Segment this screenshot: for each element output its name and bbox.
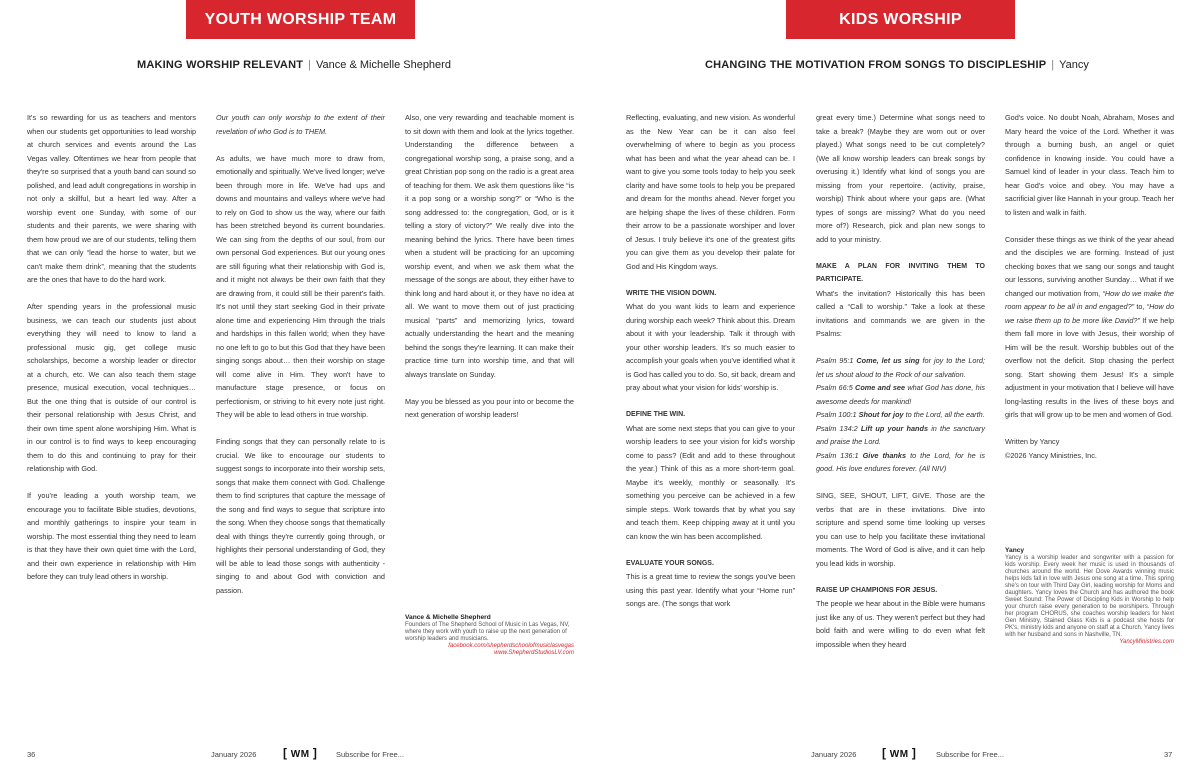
- psalm-verse: Psalm 66:5 Come and see what God has done, his awesome deeds for mankind!: [816, 383, 985, 406]
- paragraph: What do you want kids to learn and experience during worship each week? Think about this. Dream about it with your leadership. Talk it through with your other worship leaders. It's so much easier to accomplish your goals when you've identified what it is God has called you to do. So, sit back, dream and pray about what your vision for kids' worship is.: [626, 302, 795, 392]
- article-authors: Vance & Michelle Shepherd: [316, 59, 451, 71]
- page-number: 37: [1164, 750, 1173, 759]
- wm-logo: [ WM ]: [283, 746, 318, 760]
- article-title: CHANGING THE MOTIVATION FROM SONGS TO DISCIPLESHIP: [705, 59, 1047, 71]
- website-link[interactable]: YancyMinistries.com: [1119, 639, 1174, 645]
- psalm-verse: Psalm 136:1 Give thanks to the Lord, for he is good. His love endures forever. (All NIV): [816, 450, 986, 473]
- column-2: [216, 111, 385, 611]
- section-heading: WRITE THE VISION DOWN.: [626, 289, 717, 297]
- paragraph: Also, one very rewarding and teachable moment is to sit down with them and look at the lyrics together. Understanding the difference between a congregational worship song, a praise song, and a great Christian pop song on the radio is a great area of teaching for them. We ask them questions like “is it a pop song or a worship song?” or “Who is the song addressed to: the congregation, God, or is it telling a story of victory?” We really dive into the meaning behind the lyrics. There have been times when a student will be practicing for an upcoming worship event, and when we ask them what the message of the songs are about, they either have to think long and hard about it, or they have no idea at all. We want to move them out of just practicing musical “parts” and memorizing lyrics, toward actually understanding the heart and the meaning behind the songs they're learning. It can make their practice time turn into worship time, and that will always translate on Sunday.: [405, 113, 574, 379]
- paragraph: God's voice. No doubt Noah, Abraham, Moses and Mary heard the voice of the Lord. Whether it was through a burning bush, an angel or quiet confidence in knowing inside. You could have a Samuel kind of leader in your class. Teach him to hear God's voice and obey. You may have a sacrificial giver like Hannah in your group. Teach her to listen and walk in faith.: [1005, 113, 1174, 217]
- article-headline-right: CHANGING THE MOTIVATION FROM SONGS TO DISCIPLESHIP | Yancy: [705, 59, 1089, 71]
- facebook-link[interactable]: facebook.com/shepherdschoolofmusiclasvegas: [448, 643, 574, 649]
- paragraph: May you be blessed as you pour into or become the next generation of worship leaders!: [405, 396, 574, 419]
- column-1: [27, 111, 196, 597]
- section-heading: MAKE A PLAN FOR INVITING THEM TO PARTICIPATE.: [816, 262, 985, 283]
- subscribe-link[interactable]: Subscribe for Free...: [336, 750, 404, 759]
- paragraph: What's the invitation? Historically this has been called a “Call to worship.” Take a look at these invitations and commands we are given in the Psalms:: [816, 288, 985, 338]
- paragraph: After spending years in the professional music business, we can teach our students just about everything they will need to know to land a professional music gig, get college music scholarships, become a worship leader or director at a church, etc. We can also teach them stage presence, musical execution, vocal techniques… But the one thing that is outside of our control is their personal relationship with Jesus Christ, and their own time spent alone worshiping Him. What is in our control is to find ways to keep encouraging them to do this and continuing to pray for their relationship with God.: [27, 302, 196, 473]
- section-heading: RAISE UP CHAMPIONS FOR JESUS.: [816, 586, 938, 594]
- paragraph: Reflecting, evaluating, and new vision. As wonderful as the New Year can be it can also feel overwhelming of where to begin as you process what has been and what the year ahead can be. I want to give you some tools today to help you seek clarity and have some tools to help you be prepared and dream for the months ahead. Never forget you are helping shape the lives of these children. Form their arrow to be a passionate worshiper and lover of Jesus. I truly believe it's one of the greatest gifts you can give them as you develop their palate for God and His Kingdom ways.: [626, 113, 795, 271]
- psalm-verse: Psalm 134:2 Lift up your hands in the sanctuary and praise the Lord.: [816, 423, 986, 446]
- article-headline-left: MAKING WORSHIP RELEVANT | Vance & Michelle Shepherd: [137, 59, 451, 71]
- paragraph: Finding songs that they can personally relate to is crucial. We like to encourage our students to suggest songs to incorporate into their worship sets, songs that make them connect with God. Challenge them to find scriptures that capture the message of the song and find ways to segue that scripture into the song. When they choose songs that thematically deal with things they're currently going through, or highlights their personal understanding of God, they will be able to lead those songs with authenticity - singing to and about God with conviction and passion.: [216, 437, 385, 595]
- paragraph: The people we hear about in the Bible were humans just like any of us. They weren't perfect but they had bold faith and were willing to do even what felt impossible when they heard: [816, 599, 985, 649]
- issue-date: January 2026: [811, 750, 857, 759]
- paragraph: great every time.) Determine what songs need to take a break? (Maybe they are worn out or over played.) What songs need to be cut completely? (We all know worship leaders can break songs by overusing it.) Identify what kind of songs you are missing from your repertoire. (activity, praise, worship) Think about where your gaps are. (What types of songs are missing? What do you need more of?) Research, pick and plan new songs to add to your ministry.: [816, 113, 985, 244]
- byline: Written by Yancy: [1005, 437, 1060, 446]
- paragraph: Consider these things as we think of the year ahead and the disciples we are forming. Instead of just checking boxes that we sang our songs and taught our lessons, surviving another Sunday… What if we changed our motivation from, “How do we make the room appear to be all in and engaged?” to, “How do we raise them up to be more like David?” If we help them fall more in love with Jesus, their worship of Him will be the result. Worship bubbles out of the overflow not the deficit. Stop chasing the perfect song. Start showing them Jesus! It's a simple adjustment in your motivation that I believe will have long-lasting results in the lives of these boys and girls that will grow up to be men and women of God.: [1005, 234, 1175, 419]
- column-3: [1005, 111, 1174, 476]
- paragraph: If you're leading a youth worship team, we encourage you to facilitate Bible studies, devotions, and monthly gatherings to inspire your team in worship. The most essential thing they need to learn is that they have their own quiet time with the Lord, and their own experience in relationship with Him before they can truly lead others in worship.: [27, 491, 196, 581]
- paragraph: What are some next steps that you can give to your worship leaders to see your vision for kid's worship come to pass? (Edit and add to these throughout the year.) Think of this as a more short-term goal. Maybe it's weekly, monthly or seasonally. It's something you perceive can be achieved in a few simple steps. Work towards that by what you say and teach them. Keep chipping away at it until you can know the win has been accomplished.: [626, 423, 795, 541]
- page-number: 36: [27, 750, 36, 759]
- paragraph: SING, SEE, SHOUT, LIFT, GIVE. Those are the verbs that are in these invitations. Dive into scripture and spend some time looking up verses you can use to help you facilitate these invitational moments. The Word of God is alive, and it can help you lead kids in worship.: [816, 491, 985, 568]
- article-title: MAKING WORSHIP RELEVANT: [137, 59, 304, 71]
- wm-logo: [ WM ]: [882, 746, 917, 760]
- paragraph: This is a great time to review the songs you've been using this past year. Identify what your “Home run” songs are. (The songs that work: [626, 572, 795, 608]
- copyright: ©2026 Yancy Ministries, Inc.: [1005, 450, 1097, 460]
- subscribe-link[interactable]: Subscribe for Free...: [936, 750, 1004, 759]
- section-heading: EVALUATE YOUR SONGS.: [626, 559, 714, 567]
- website-link[interactable]: www.ShepherdStudiosLV.com: [494, 650, 574, 656]
- column-3: [405, 111, 574, 435]
- psalm-verse: Psalm 100:1 Shout for joy to the Lord, all the earth.: [816, 410, 985, 419]
- paragraph: As adults, we have much more to draw from, emotionally and spiritually. We've lived longer; we've been through more in life. We've had ups and downs and mountains and valleys where we've had to rely on God to show us the way, where our faith has been stretched beyond its current boundaries. We can sing from the depths of our soul, from our own personal God experiences. But our young ones are still figuring what their relationship with God is, and it might not always be their own faith that they are drawing from, it could still be their parent's faith. It's not until they start seeking God in their private alone time and experiencing Him through the trials and hardships in this fallen world; when they have no one left to go to but this God that they have been singing songs about… then their worship on stage will come alive in Him. They won't have to manufacture stage presence, or focus on perfectionism, or striving to hit every note just right. They will be able to lead others in true worship.: [216, 153, 385, 419]
- section-banner-kids: KIDS WORSHIP: [786, 0, 1015, 39]
- author-bio: Yancy Yancy is a worship leader and songwriter with a passion for kids worship. Every week her music is used in thousands of churches around the world. Her Dove Awards winning music helps kids fall in love with Jesus one song at a time. This spring she's on tour with Third Day Girl, leading worship for Moms and daughters. Yancy loves the Church and has authored the book Sweet Sound: The Power of Discipling Kids in Worship to help your church raise every generation to be worshipers. Through her program CHORUS, she coaches worship leaders for Next Gen Ministry, Stained Glass Kids is a podcast she hosts for PK's, ministry kids and anyone on staff at a Church. Yancy lives with her husband and sons in Nashville, TN. YancyMinistries.com: [1005, 547, 1174, 645]
- author-bio: Vance & Michelle Shepherd Founders of The Shepherd School of Music in Las Vegas, NV, where they work with youth to raise up the next generation of worship leaders and musicians. facebook.com/shepherdschoolofmusiclasvegas www.ShepherdStudiosLV.com: [405, 614, 574, 656]
- section-banner-youth: YOUTH WORSHIP TEAM: [186, 0, 415, 39]
- article-authors: Yancy: [1059, 59, 1089, 71]
- pull-quote: Our youth can only worship to the extent of their revelation of who God is to THEM.: [216, 113, 385, 136]
- psalm-list: [816, 354, 985, 476]
- paragraph: It's so rewarding for us as teachers and mentors when our students get opportunities to lead worship at church services and events around the Las Vegas valley. Oftentimes we hear from people that they're so surprised that a youth band can sound so polished, and lead adult congregations in worship in not only a skillful, but a heart led way. After a worship event one Sunday, with some of our students and their parents, we were sharing with them how proud we are of our students, telling them that we can only “lead the horse to water, but we can't make them drink”, meaning that the students are the ones that have to do the hard work.: [27, 113, 196, 284]
- psalm-verse: Psalm 95:1 Come, let us sing for joy to the Lord; let us shout aloud to the Rock of our salvation.: [816, 356, 985, 379]
- column-2: [816, 111, 985, 665]
- issue-date: January 2026: [211, 750, 257, 759]
- right-page: [600, 0, 1200, 776]
- section-heading: DEFINE THE WIN.: [626, 411, 686, 418]
- column-1: [626, 111, 795, 624]
